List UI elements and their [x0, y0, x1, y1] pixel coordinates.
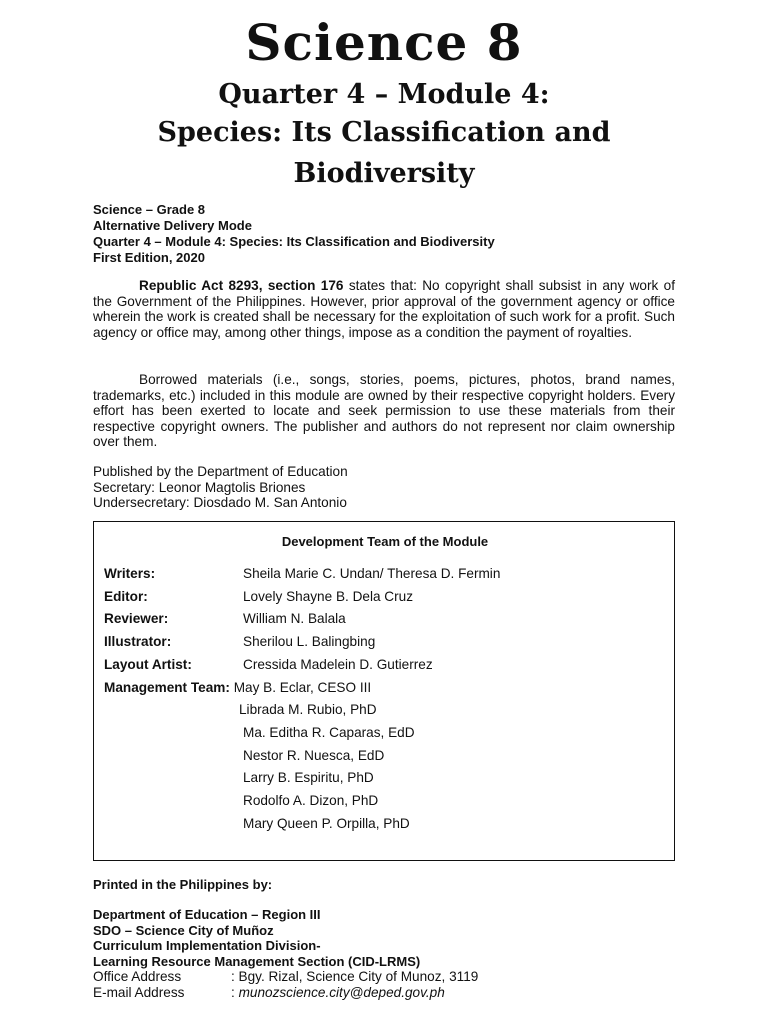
role-name: Cressida Madelein D. Gutierrez — [243, 657, 433, 672]
role-label: Writers: — [104, 566, 156, 581]
management-member: Nestor R. Nuesca, EdD — [243, 748, 385, 763]
role-label: Reviewer: — [104, 611, 169, 626]
copyright-paragraph — [93, 278, 675, 340]
role-name: Sherilou L. Balingbing — [243, 634, 376, 649]
org-region: Department of Education – Region III — [93, 907, 321, 922]
document-title: Science 8 — [245, 13, 523, 72]
team-row-illustrator — [104, 634, 375, 650]
printer-organization — [93, 907, 420, 969]
meta-grade: Science – Grade 8 — [93, 202, 206, 217]
management-member: Mary Queen P. Orpilla, PhD — [243, 816, 410, 831]
office-address-label: Office Address — [93, 969, 182, 984]
management-member: Ma. Editha R. Caparas, EdD — [243, 725, 415, 740]
law-text: states that: No copyright shall subsist in any work of the Government of the Philippines. However, prior approval of the government agency or office wherein the work is created shall be necessary for the exploitation of such work for a profit. Such agency or office may, among other things, impose as a condition the payment of royalties. — [93, 278, 675, 340]
management-member: Rodolfo A. Dizon, PhD — [243, 793, 379, 808]
meta-delivery-mode: Alternative Delivery Mode — [93, 218, 252, 233]
meta-module-title: Quarter 4 – Module 4: Species: Its Classification and Biodiversity — [93, 234, 495, 249]
meta-edition: First Edition, 2020 — [93, 250, 205, 265]
team-row-layout-artist — [104, 657, 433, 673]
org-section: Learning Resource Management Section (CID-LRMS) — [93, 953, 421, 969]
development-team-box — [93, 521, 675, 861]
org-sdo: SDO – Science City of Muñoz — [93, 922, 274, 938]
org-division: Curriculum Implementation Division- — [93, 938, 321, 953]
email-colon: : — [231, 985, 239, 1000]
team-row-management — [104, 680, 371, 696]
role-name: Lovely Shayne B. Dela Cruz — [243, 589, 414, 604]
published-by: Published by the Department of Education — [93, 464, 348, 479]
contact-block — [93, 969, 478, 1001]
quarter-module-heading: Quarter 4 – Module 4: — [218, 79, 550, 110]
law-reference: Republic Act 8293, section 176 — [139, 278, 344, 293]
role-name: William N. Balala — [243, 611, 346, 626]
team-row-reviewer — [104, 611, 346, 627]
management-label: Management Team: — [104, 680, 230, 695]
office-address-row — [93, 969, 478, 985]
team-row-editor — [104, 589, 413, 605]
team-heading: Development Team of the Module — [281, 534, 489, 549]
role-label: Illustrator: — [104, 634, 172, 649]
management-member: May B. Eclar, CESO III — [233, 680, 372, 695]
role-label: Editor: — [104, 589, 148, 604]
team-row-writers — [104, 566, 500, 582]
topic-heading-line1: Species: Its Classification and — [157, 117, 611, 148]
printed-by: Printed in the Philippines by: — [93, 877, 273, 892]
role-label: Layout Artist: — [104, 657, 192, 672]
office-address-value: : Bgy. Rizal, Science City of Munoz, 3119 — [231, 969, 479, 984]
publisher-block — [93, 464, 348, 511]
role-name: Sheila Marie C. Undan/ Theresa D. Fermin — [243, 566, 501, 581]
borrowed-text: Borrowed materials (i.e., songs, stories, poems, pictures, photos, brand names, trademarks, etc.) included in this module are owned by their respective copyright holders. Every effort has been exerted to locate and seek permission to use these materials from their respective copyright owners. The publisher and authors do not represent nor claim ownership over them. — [93, 372, 675, 450]
borrowed-materials-paragraph — [93, 372, 675, 450]
undersecretary: Undersecretary: Diosdado M. San Antonio — [93, 495, 347, 511]
secretary: Secretary: Leonor Magtolis Briones — [93, 479, 306, 495]
management-member: Librada M. Rubio, PhD — [239, 702, 377, 717]
module-meta — [93, 202, 495, 266]
email-address-link[interactable]: munozscience.city@deped.gov.ph — [238, 985, 445, 1000]
management-member: Larry B. Espiritu, PhD — [243, 770, 374, 785]
email-address-label: E-mail Address — [93, 985, 185, 1000]
topic-heading-line2: Biodiversity — [293, 158, 475, 189]
email-address-row — [93, 985, 478, 1001]
